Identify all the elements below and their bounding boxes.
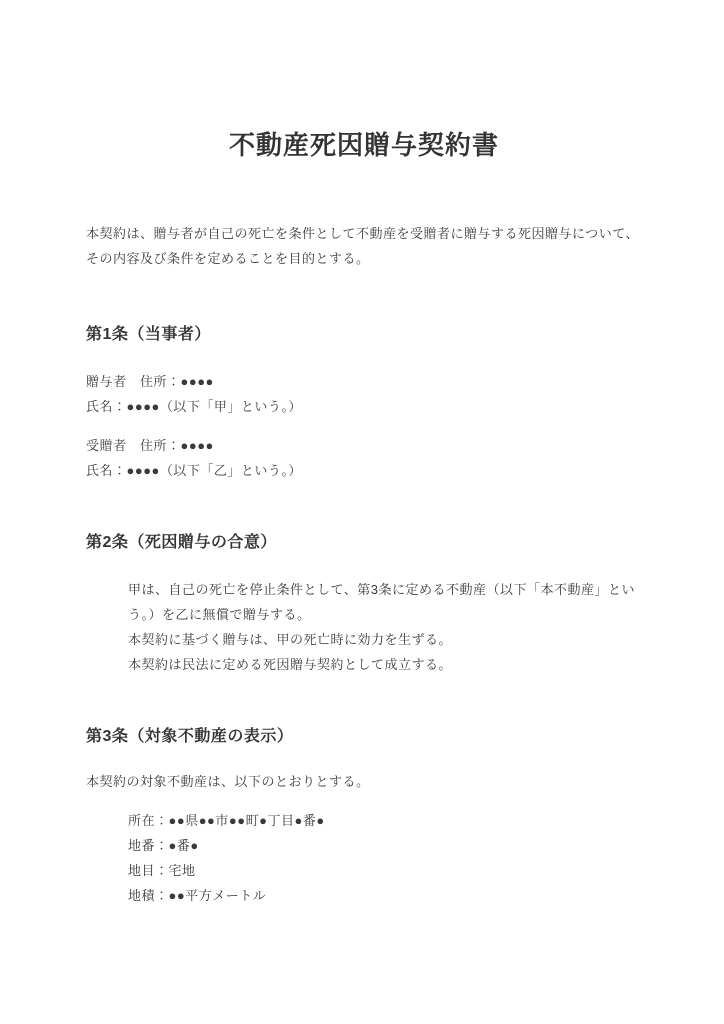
document-title: 不動産死因贈与契約書 — [228, 130, 499, 161]
donor-name-line: 氏名：●●●●（以下「甲」という。） — [86, 399, 302, 415]
donee-block — [86, 433, 642, 483]
property-area-line: 地積：●●平方メートル — [128, 888, 267, 904]
donee-address-line: 受贈者 住所：●●●● — [86, 438, 214, 454]
donee-name-line: 氏名：●●●●（以下「乙」という。） — [86, 463, 302, 479]
article-1-parties — [86, 323, 642, 483]
clause-line: 甲は、自己の死亡を停止条件として、第3条に定める不動産（以下「本不動産」という。）を乙に無償で贈与する。 — [128, 582, 635, 623]
article-2-gift-agreement — [86, 531, 642, 677]
donor-address-line: 贈与者 住所：●●●● — [86, 374, 214, 390]
clause-line: 本契約は民法に定める死因贈与契約として成立する。 — [128, 657, 453, 673]
property-land-category-line: 地目：宅地 — [128, 863, 196, 879]
article-3-heading: 第3条（対象不動産の表示） — [86, 728, 294, 746]
property-details — [128, 808, 642, 908]
property-lot-number-line: 地番：●番● — [128, 838, 199, 854]
donor-block — [86, 369, 642, 419]
contract-purpose-paragraph: 本契約は、贈与者が自己の死亡を条件として不動産を受贈者に贈与する死因贈与について、その内容及び条件を定めることを目的とする。 — [86, 226, 639, 267]
article-2-clauses — [128, 577, 638, 677]
property-location-line: 所在：●●県●●市●●町●丁目●番● — [128, 813, 325, 829]
article-3-property-description — [86, 725, 642, 908]
article-1-heading: 第1条（当事者） — [86, 326, 211, 344]
article-2-heading: 第2条（死因贈与の合意） — [86, 534, 277, 552]
article-3-lead-line: 本契約の対象不動産は、以下のとおりとする。 — [86, 774, 370, 790]
clause-line: 本契約に基づく贈与は、甲の死亡時に効力を生ずる。 — [128, 632, 453, 648]
